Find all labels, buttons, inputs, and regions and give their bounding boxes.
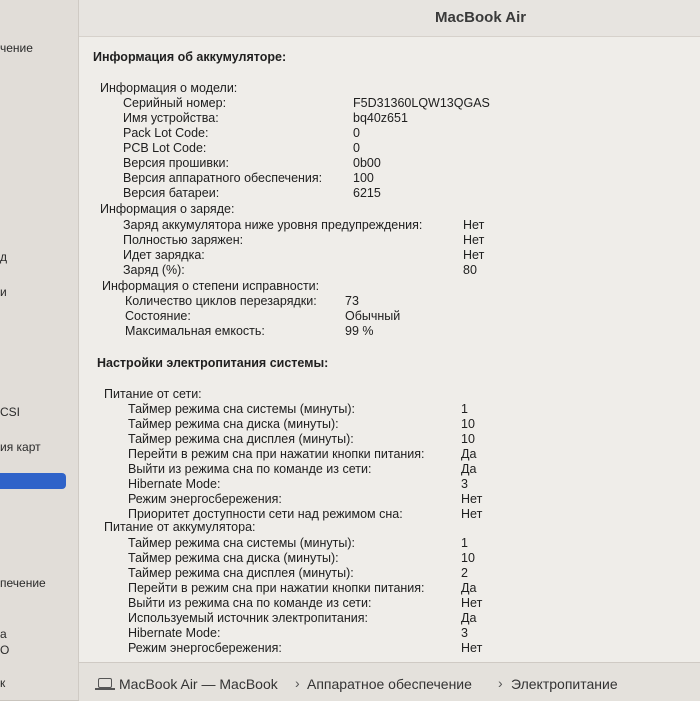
ac-network-priority-value: Нет (461, 507, 483, 521)
health-info-label: Информация о степени исправности: (102, 279, 320, 293)
charging-label: Идет зарядка: (123, 248, 205, 262)
batt-system-sleep-value: 1 (461, 536, 468, 550)
ac-disk-sleep-value: 10 (461, 417, 475, 431)
batt-current-source-label: Используемый источник электропитания: (128, 611, 369, 625)
device-name-label: Имя устройства: (123, 111, 219, 125)
batt-current-source-value: Да (461, 611, 477, 625)
batt-low-power-mode-label: Режим энергосбережения: (128, 641, 282, 655)
charge-info-label: Информация о заряде: (100, 202, 235, 216)
batt-sleep-on-power-button-value: Да (461, 581, 477, 595)
title-bar (79, 0, 700, 37)
breadcrumb-power[interactable]: Электропитание (511, 676, 618, 692)
ac-hibernate-mode-label: Hibernate Mode: (128, 477, 221, 491)
sidebar-item[interactable]: а (0, 627, 7, 641)
sidebar-item[interactable]: и (0, 285, 7, 299)
sidebar-item-selected[interactable] (0, 473, 66, 489)
hardware-version-label: Версия аппаратного обеспечения: (123, 171, 323, 185)
fully-charged-value: Нет (463, 233, 485, 247)
cycle-count-label: Количество циклов перезарядки: (125, 294, 317, 308)
batt-hibernate-mode-value: 3 (461, 626, 468, 640)
sidebar-item[interactable]: к (0, 676, 6, 690)
breadcrumb-separator-icon: › (498, 675, 503, 691)
sidebar-item[interactable]: чение (0, 41, 33, 55)
ac-sleep-on-power-button-label: Перейти в режим сна при нажатии кнопки питания: (128, 447, 425, 461)
sidebar-item[interactable]: д (0, 250, 8, 264)
ac-hibernate-mode-value: 3 (461, 477, 468, 491)
condition-value: Обычный (345, 309, 401, 323)
pack-lot-code-label: Pack Lot Code: (123, 126, 209, 140)
breadcrumb-separator-icon: › (295, 675, 300, 691)
breadcrumb-device[interactable]: MacBook Air — MacBook (119, 676, 278, 692)
serial-number-value: F5D31360LQW13QGAS (353, 96, 490, 110)
batt-hibernate-mode-label: Hibernate Mode: (128, 626, 221, 640)
ac-system-sleep-value: 1 (461, 402, 468, 416)
ac-wake-on-lan-label: Выйти из режима сна по команде из сети: (128, 462, 372, 476)
ac-low-power-mode-label: Режим энергосбережения: (128, 492, 282, 506)
firmware-version-label: Версия прошивки: (123, 156, 229, 170)
sidebar-item[interactable]: ия карт (0, 440, 41, 454)
fully-charged-label: Полностью заряжен: (123, 233, 244, 247)
serial-number-label: Серийный номер: (123, 96, 227, 110)
batt-wake-on-lan-label: Выйти из режима сна по команде из сети: (128, 596, 372, 610)
charge-percent-value: 80 (463, 263, 477, 277)
batt-system-sleep-label: Таймер режима сна системы (минуты): (128, 536, 355, 550)
ac-low-power-mode-value: Нет (461, 492, 483, 506)
power-settings-heading: Настройки электропитания системы: (97, 356, 329, 370)
device-name-value: bq40z651 (353, 111, 408, 125)
battery-version-value: 6215 (353, 186, 381, 200)
batt-wake-on-lan-value: Нет (461, 596, 483, 610)
ac-display-sleep-label: Таймер режима сна дисплея (минуты): (128, 432, 354, 446)
hardware-version-value: 100 (353, 171, 374, 185)
ac-system-sleep-label: Таймер режима сна системы (минуты): (128, 402, 355, 416)
batt-disk-sleep-label: Таймер режима сна диска (минуты): (128, 551, 339, 565)
ac-network-priority-label: Приоритет доступности сети над режимом сна: (128, 507, 403, 521)
max-capacity-value: 99 % (345, 324, 374, 338)
ac-power-label: Питание от сети: (104, 387, 202, 401)
charging-value: Нет (463, 248, 485, 262)
ac-wake-on-lan-value: Да (461, 462, 477, 476)
battery-heading: Информация об аккумуляторе: (93, 50, 287, 64)
sidebar-item[interactable]: О (0, 643, 10, 657)
ac-display-sleep-value: 10 (461, 432, 475, 446)
batt-disk-sleep-value: 10 (461, 551, 475, 565)
batt-display-sleep-label: Таймер режима сна дисплея (минуты): (128, 566, 354, 580)
condition-label: Состояние: (125, 309, 191, 323)
detail-pane (79, 37, 700, 662)
ac-sleep-on-power-button-value: Да (461, 447, 477, 461)
pack-lot-code-value: 0 (353, 126, 360, 140)
low-warning-value: Нет (463, 218, 485, 232)
sidebar-item[interactable]: печение (0, 576, 46, 590)
ac-disk-sleep-label: Таймер режима сна диска (минуты): (128, 417, 339, 431)
breadcrumb-hardware[interactable]: Аппаратное обеспечение (307, 676, 472, 692)
sidebar (0, 0, 79, 700)
charge-percent-label: Заряд (%): (123, 263, 185, 277)
path-bar (79, 662, 700, 701)
cycle-count-value: 73 (345, 294, 359, 308)
batt-display-sleep-value: 2 (461, 566, 468, 580)
pcb-lot-code-value: 0 (353, 141, 360, 155)
firmware-version-value: 0b00 (353, 156, 381, 170)
model-info-label: Информация о модели: (100, 81, 238, 95)
batt-low-power-mode-value: Нет (461, 641, 483, 655)
low-warning-label: Заряд аккумулятора ниже уровня предупреждения: (123, 218, 423, 232)
max-capacity-label: Максимальная емкость: (125, 324, 265, 338)
battery-version-label: Версия батареи: (123, 186, 220, 200)
batt-sleep-on-power-button-label: Перейти в режим сна при нажатии кнопки питания: (128, 581, 425, 595)
laptop-icon (98, 678, 112, 688)
battery-power-label: Питание от аккумулятора: (104, 520, 256, 534)
pcb-lot-code-label: PCB Lot Code: (123, 141, 207, 155)
sidebar-item[interactable]: CSI (0, 405, 21, 419)
window-title: MacBook Air (435, 9, 527, 26)
